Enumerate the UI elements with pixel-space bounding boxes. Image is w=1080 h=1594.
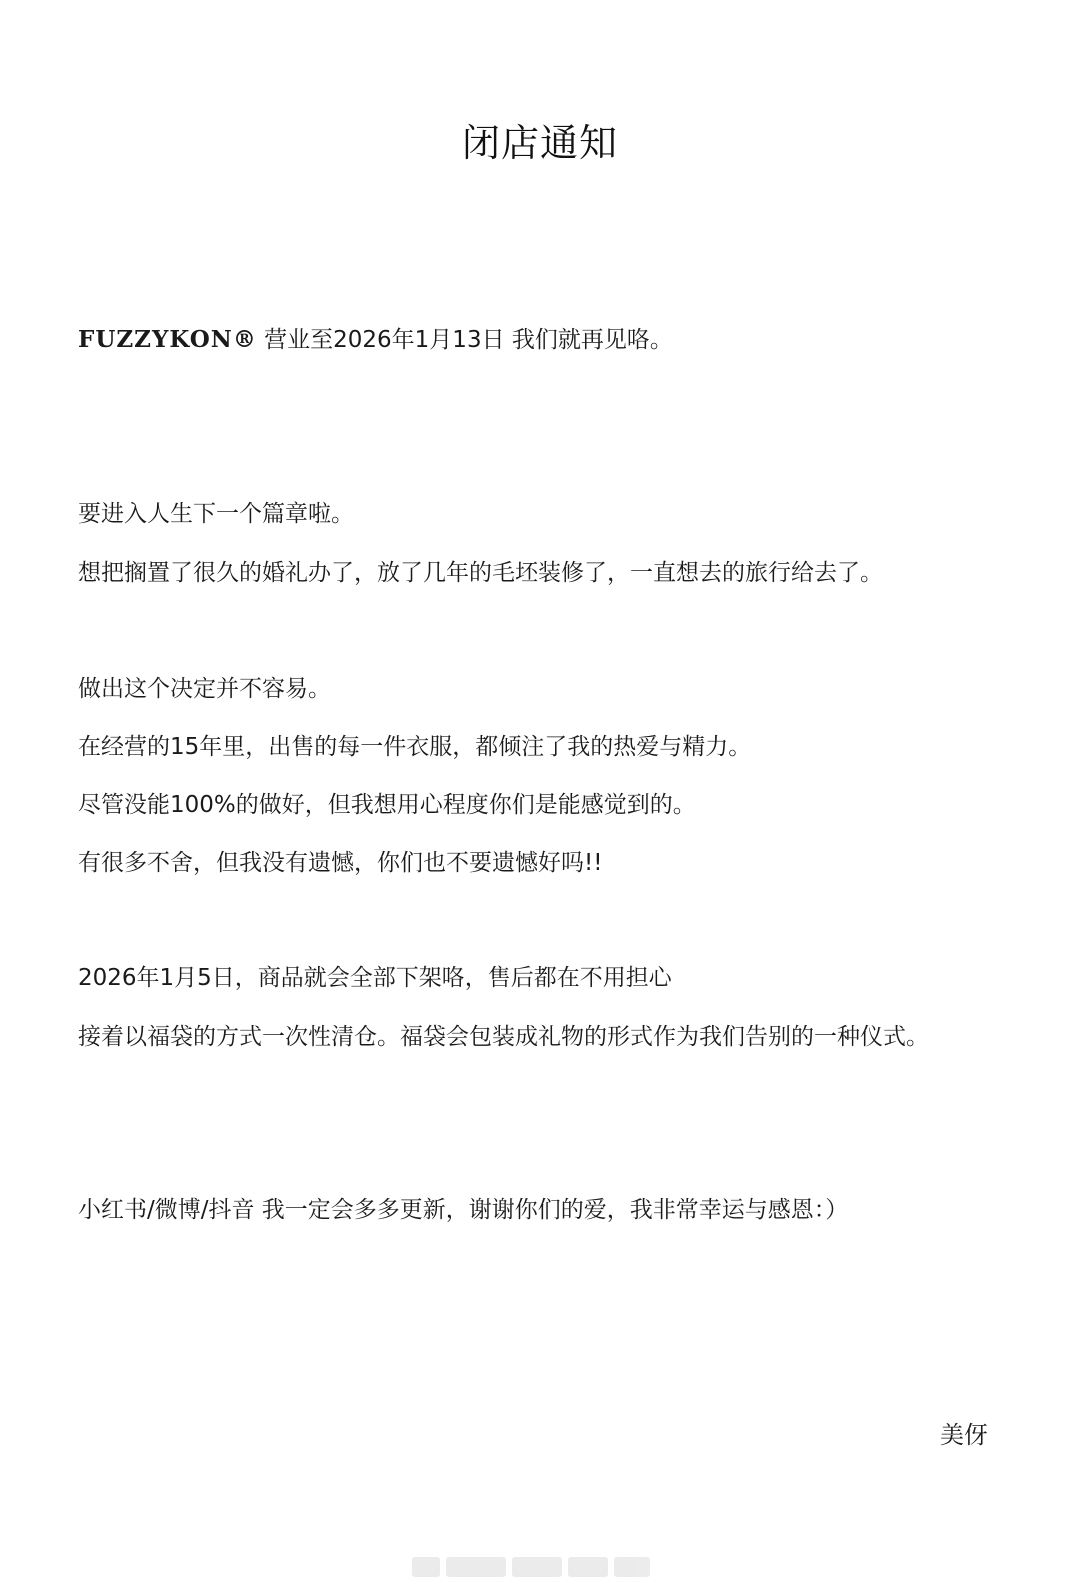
paragraph-line: 要进入人生下一个篇章啦。: [78, 501, 354, 527]
paragraph-line: 尽管没能100%的做好，但我想用心程度你们是能感觉到的。: [78, 792, 696, 818]
opening-text: 营业至2026年1月13日 我们就再见咯。: [256, 327, 673, 353]
watermark-segment: [614, 1557, 650, 1577]
opening-line: [78, 323, 673, 357]
paragraph-line: 想把搁置了很久的婚礼办了，放了几年的毛坯装修了，一直想去的旅行给去了。: [78, 560, 883, 586]
watermark: [412, 1554, 652, 1580]
closing-line: 小红书/微博/抖音 我一定会多多更新，谢谢你们的爱，我非常幸运与感恩：）: [78, 1197, 849, 1223]
paragraph-line: 2026年1月5日，商品就会全部下架咯，售后都在不用担心: [78, 965, 672, 991]
watermark-segment: [446, 1557, 506, 1577]
paragraph-line: 做出这个决定并不容易。: [78, 676, 331, 702]
signature: 美伢: [940, 1421, 988, 1449]
page-title: 闭店通知: [461, 121, 618, 165]
paragraph-line: 有很多不舍，但我没有遗憾，你们也不要遗憾好吗!!: [78, 850, 603, 876]
watermark-segment: [568, 1557, 608, 1577]
paragraph-line: 接着以福袋的方式一次性清仓。福袋会包装成礼物的形式作为我们告别的一种仪式。: [78, 1024, 929, 1050]
watermark-segment: [412, 1557, 440, 1577]
paragraph-line: 在经营的15年里，出售的每一件衣服，都倾注了我的热爱与精力。: [78, 734, 752, 760]
brand-name: FUZZYKON®: [78, 326, 257, 353]
watermark-segment: [512, 1557, 562, 1577]
